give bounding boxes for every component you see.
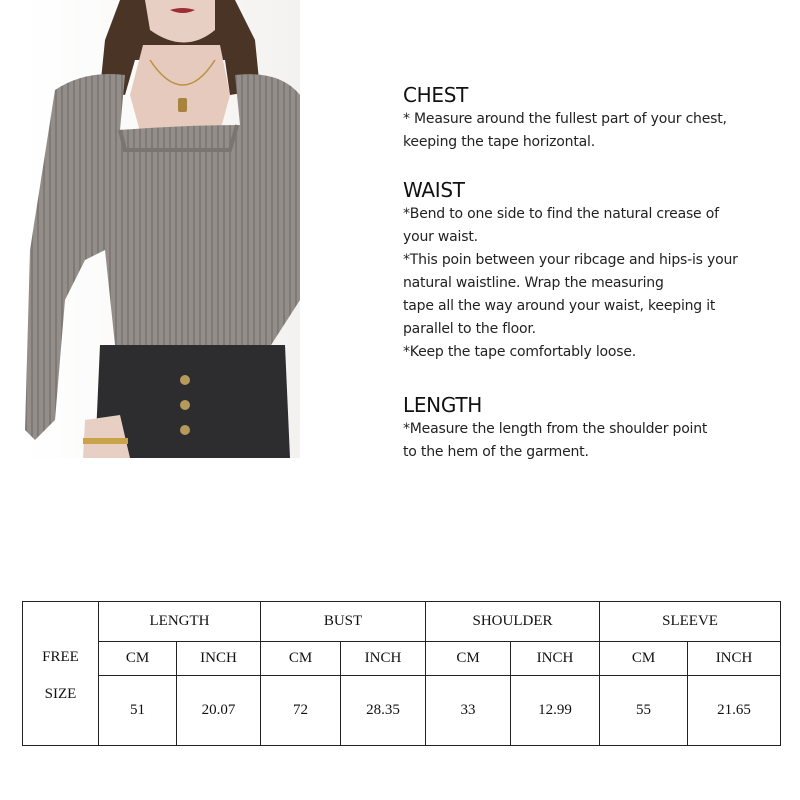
size-label-cell <box>23 602 99 746</box>
unit-inch: INCH <box>177 642 261 676</box>
header-bust: BUST <box>261 602 426 642</box>
chest-line: keeping the tape horizontal. <box>403 134 595 150</box>
table-unit-row <box>23 642 781 676</box>
waist-line: *This poin between your ribcage and hips-is your <box>403 252 738 268</box>
waist-line: natural waistline. Wrap the measuring <box>403 275 664 291</box>
header-shoulder: SHOULDER <box>426 602 600 642</box>
shoulder-cm-value: 33 <box>426 676 511 746</box>
bust-inch-value: 28.35 <box>341 676 426 746</box>
unit-inch: INCH <box>341 642 426 676</box>
chest-line: * Measure around the fullest part of your chest, <box>403 111 727 127</box>
chest-section <box>403 82 727 154</box>
unit-cm: CM <box>261 642 341 676</box>
waist-title: WAIST <box>403 178 465 202</box>
length-inch-value: 20.07 <box>177 676 261 746</box>
chest-title: CHEST <box>403 83 469 107</box>
waist-line: *Bend to one side to find the natural crease of <box>403 206 719 222</box>
table-header-row <box>23 602 781 642</box>
unit-inch: INCH <box>511 642 600 676</box>
unit-cm: CM <box>99 642 177 676</box>
header-sleeve: SLEEVE <box>600 602 781 642</box>
length-section <box>403 392 707 464</box>
model-illustration <box>25 0 300 458</box>
waist-section <box>403 177 738 364</box>
waist-line: tape all the way around your waist, keeping it <box>403 298 716 314</box>
sleeve-cm-value: 55 <box>600 676 688 746</box>
length-line: *Measure the length from the shoulder point <box>403 421 708 437</box>
unit-cm: CM <box>600 642 688 676</box>
waist-line: your waist. <box>403 229 478 245</box>
unit-cm: CM <box>426 642 511 676</box>
size-label-free: FREE <box>42 649 79 665</box>
unit-inch: INCH <box>688 642 781 676</box>
waist-line: *Keep the tape comfortably loose. <box>403 344 636 360</box>
length-line: to the hem of the garment. <box>403 444 589 460</box>
product-photo <box>25 0 300 458</box>
size-label-size: SIZE <box>44 686 77 702</box>
bust-cm-value: 72 <box>261 676 341 746</box>
waist-line: parallel to the floor. <box>403 321 536 337</box>
sleeve-inch-value: 21.65 <box>688 676 781 746</box>
table-value-row <box>23 676 781 746</box>
length-title: LENGTH <box>403 393 482 417</box>
length-cm-value: 51 <box>99 676 177 746</box>
header-length: LENGTH <box>99 602 261 642</box>
shoulder-inch-value: 12.99 <box>511 676 600 746</box>
size-chart-table <box>22 601 781 746</box>
